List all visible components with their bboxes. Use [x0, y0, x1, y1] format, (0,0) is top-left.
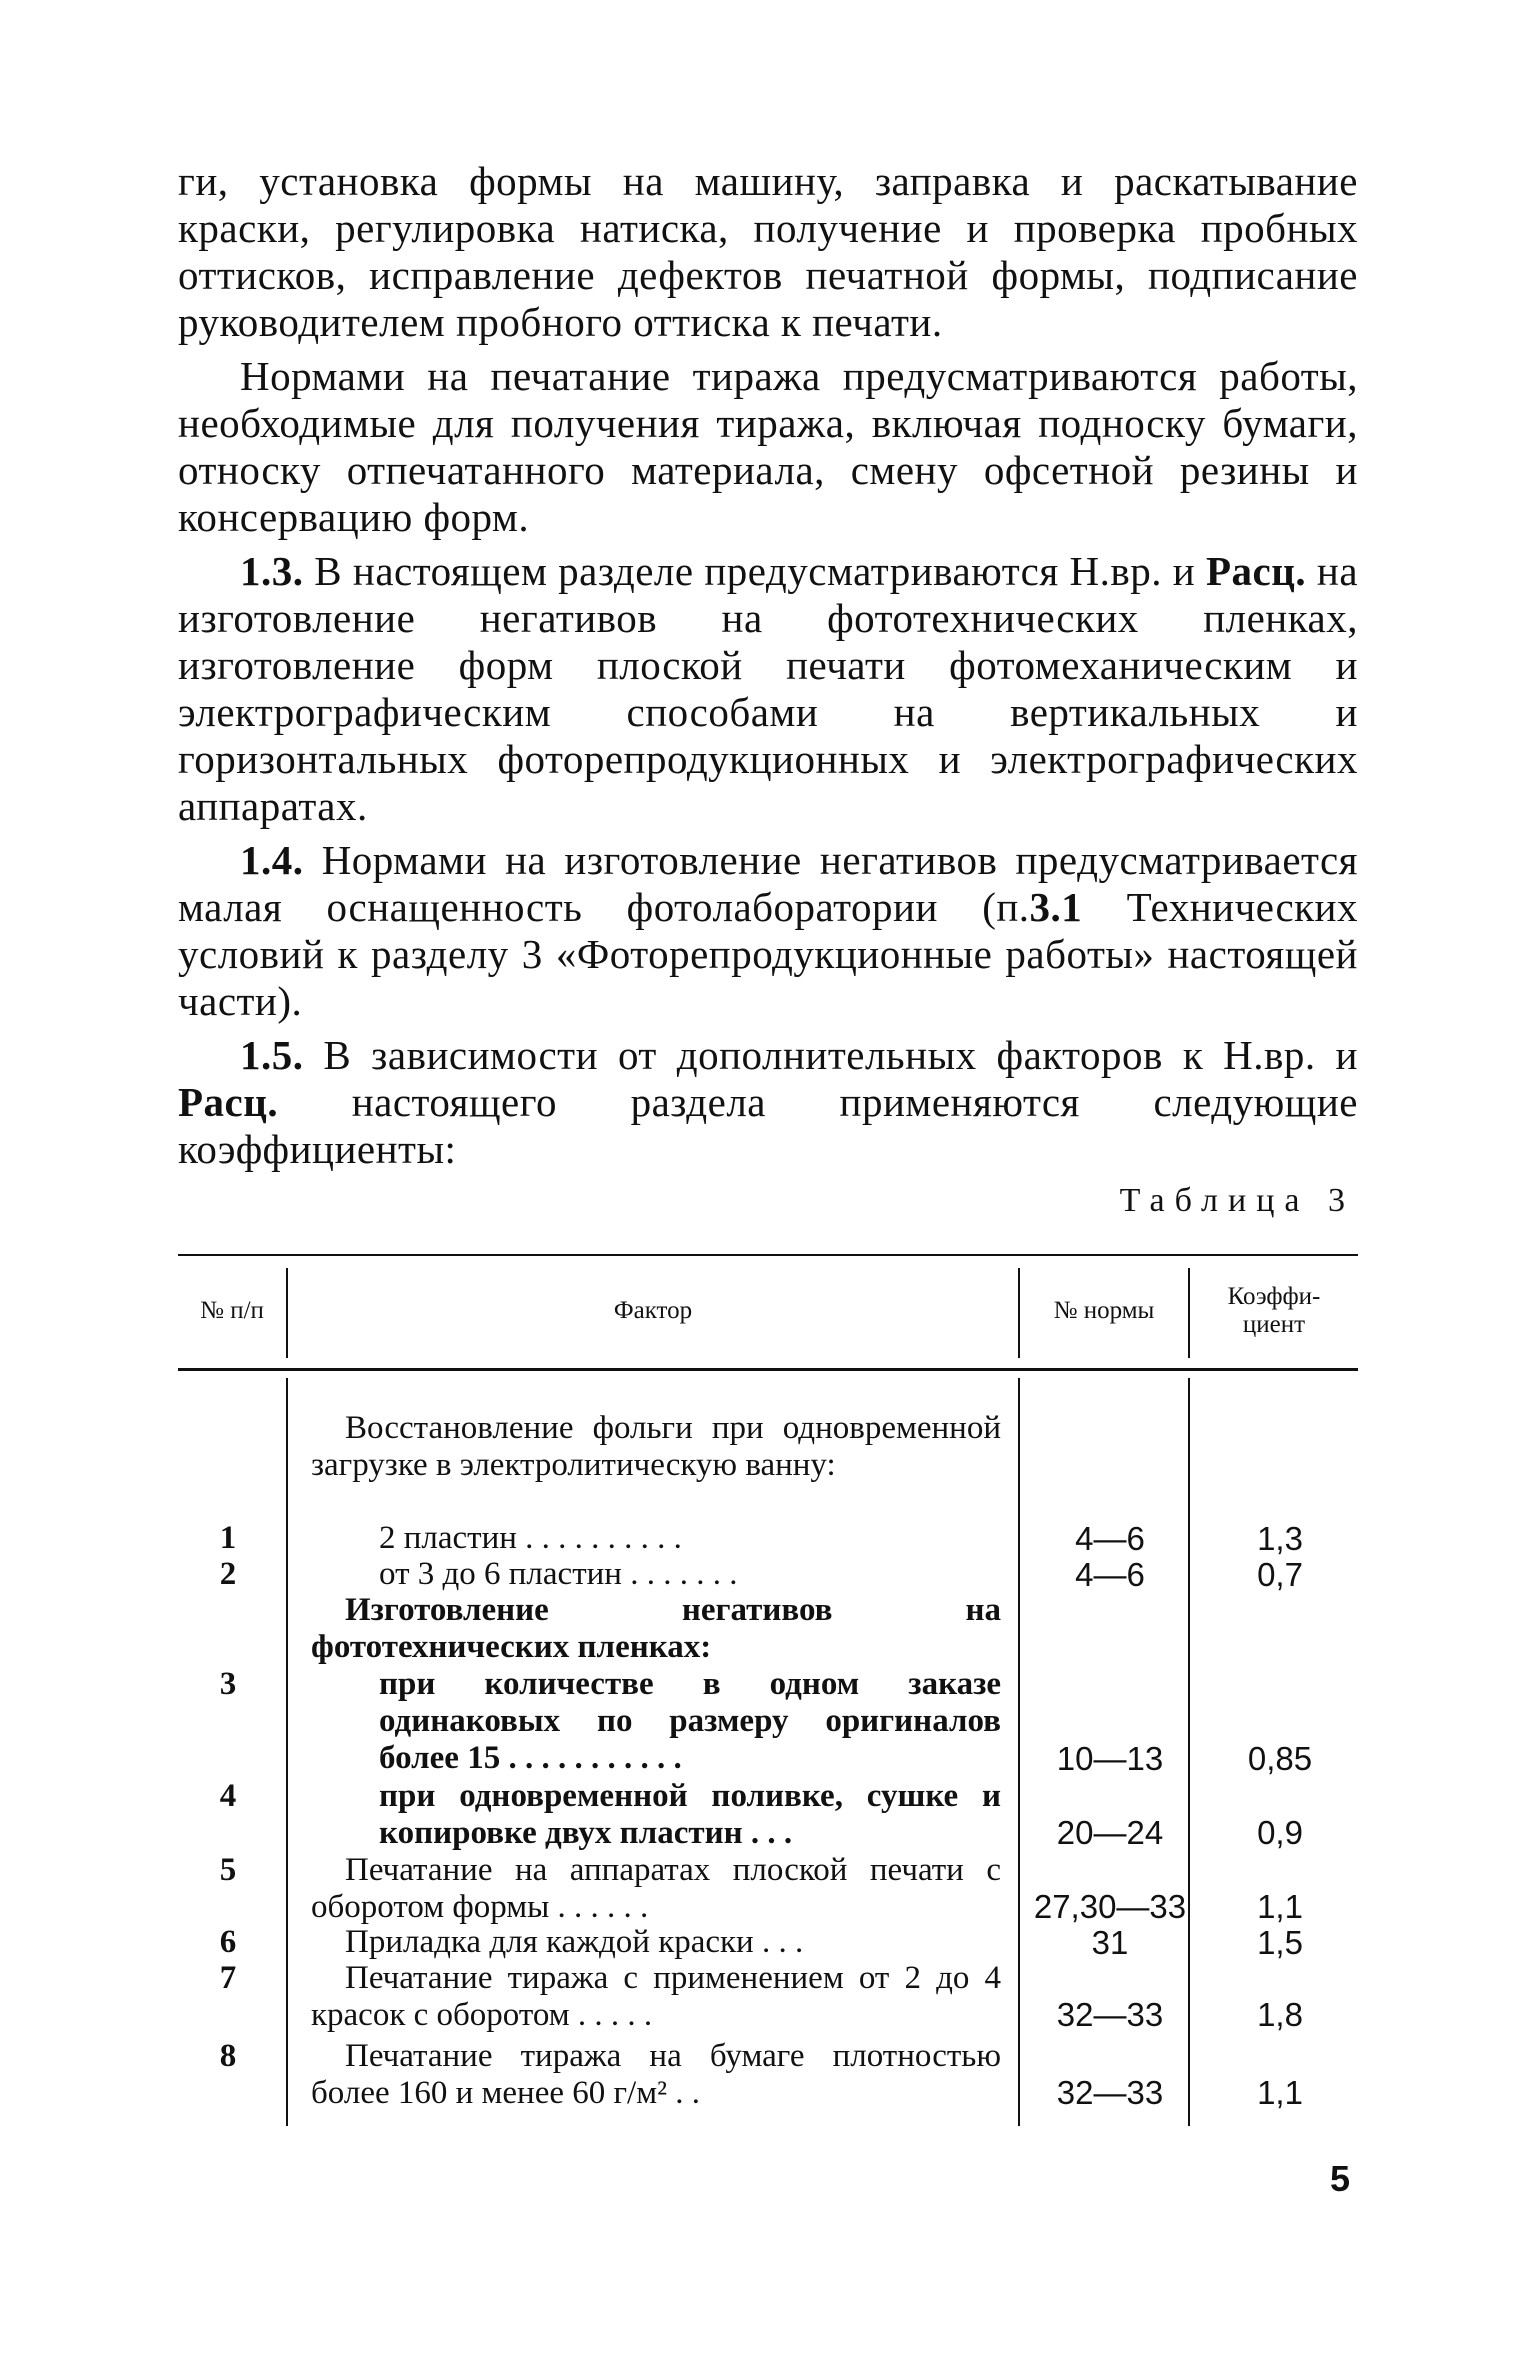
paragraph-text: В зависимости от дополнительных факторов к Н.вр. и	[323, 1032, 1358, 1078]
row-number: 6	[219, 1924, 237, 1960]
row-norm: 32—33	[1056, 2074, 1164, 2111]
section-number: 1.4.	[240, 837, 304, 883]
group-foil-recovery: Восстановление фольги при одновременной загрузке в электролитическую ванну:	[311, 1410, 1001, 1483]
paragraph-text: на изготовление негативов на фототехнических пленках, изготовление форм плоской печати фотомеханическим и электрографическим способами на вертикальных и горизонтальных фоторепродукционных и электрографических аппаратах.	[178, 548, 1359, 829]
row-coefficient: 1,1	[1257, 2074, 1303, 2111]
row-factor: при одновременной поливке, сушке и копировке двух пластин . . .	[379, 1778, 1001, 1851]
row-factor: Приладка для каждой краски . . .	[345, 1924, 804, 1960]
row-number: 5	[219, 1852, 237, 1888]
header-norm: № нормы	[1053, 1297, 1155, 1324]
header-coefficient-line2: циент	[1242, 1311, 1306, 1338]
row-norm: 10—13	[1056, 1740, 1164, 1777]
header-number: № п/п	[200, 1297, 264, 1324]
group-negatives: Изготовление негативов на фототехнических пленках:	[311, 1592, 1001, 1665]
body-text	[178, 158, 1358, 1180]
row-factor: 2 пластин . . . . . . . . . .	[379, 1520, 682, 1556]
row-norm: 27,30—33	[1033, 1888, 1187, 1925]
column-divider	[1018, 1378, 1020, 2126]
row-factor: Печатание тиража на бумаге плотностью более 160 и менее 60 г/м² . .	[311, 2038, 1001, 2111]
section-number: 1.3.	[240, 548, 304, 594]
row-number: 7	[219, 1960, 237, 1996]
row-factor: Печатание на аппаратах плоской печати с оборотом формы . . . . . .	[311, 1852, 1001, 1925]
row-coefficient: 0,85	[1247, 1740, 1313, 1777]
paragraph-1-4	[178, 837, 1358, 1025]
bold-term: 3.1	[1029, 884, 1083, 930]
bold-term: Расц.	[178, 1079, 279, 1125]
row-number: 1	[219, 1520, 237, 1556]
page-number: 5	[1330, 2158, 1351, 2199]
paragraph-1-5	[178, 1032, 1358, 1173]
paragraph-text: Технических условий к разделу 3 «Фоторепродукционные работы» настоящей части).	[178, 884, 1358, 1024]
row-norm: 4—6	[1075, 1520, 1145, 1557]
table-caption: Таблица 3	[1119, 1182, 1355, 1219]
row-coefficient: 1,1	[1257, 1888, 1303, 1925]
row-norm: 32—33	[1056, 1996, 1164, 2033]
row-factor: от 3 до 6 пластин . . . . . . .	[379, 1556, 738, 1592]
row-number: 8	[219, 2038, 237, 2074]
table-header-rule	[178, 1368, 1358, 1371]
row-number: 3	[219, 1666, 237, 1702]
paragraph-1-3	[178, 548, 1358, 830]
paragraph-print-norms: Нормами на печатание тиража предусматриваются работы, необходимые для получения тиража, включая подноску бумаги, относку отпечатанного материала, смену офсетной резины и консервацию форм.	[178, 353, 1358, 540]
row-coefficient: 0,7	[1257, 1556, 1303, 1593]
paragraph-text: В настоящем разделе предусматриваются Н.вр. и	[314, 548, 1196, 594]
row-number: 4	[219, 1778, 237, 1814]
row-norm: 4—6	[1075, 1556, 1145, 1593]
paragraph-text: Нормами на изготовление негативов предусматривается малая оснащенность фотолаборатории (п.	[178, 837, 1358, 930]
header-factor: Фактор	[613, 1297, 693, 1324]
row-coefficient: 1,3	[1257, 1520, 1303, 1557]
column-divider	[286, 1378, 288, 2126]
row-factor: Печатание тиража с применением от 2 до 4 красок с оборотом . . . . .	[311, 1960, 1001, 2033]
paragraph-continuation: ги, установка формы на машину, заправка и раскатывание краски, регулировка натиска, получение и проверка пробных оттисков, исправление дефектов печатной формы, подписание руководителем пробного оттиска к печати.	[178, 158, 1358, 345]
header-coefficient-line1: Коэффи-	[1227, 1283, 1321, 1310]
row-coefficient: 0,9	[1257, 1814, 1303, 1851]
header-coefficient	[1190, 1254, 1358, 1368]
bold-term: Расц.	[1205, 548, 1307, 594]
row-number: 2	[219, 1556, 237, 1592]
row-norm: 31	[1091, 1924, 1129, 1961]
row-coefficient: 1,8	[1257, 1996, 1303, 2033]
row-coefficient: 1,5	[1257, 1924, 1303, 1961]
paragraph-text: настоящего раздела применяются следующие коэффициенты:	[178, 1079, 1358, 1172]
row-factor: при количестве в одном заказе одинаковых по размеру оригиналов более 15 . . . . . . . . . . .	[379, 1666, 1001, 1776]
section-number: 1.5.	[240, 1032, 304, 1078]
row-norm: 20—24	[1056, 1814, 1164, 1851]
